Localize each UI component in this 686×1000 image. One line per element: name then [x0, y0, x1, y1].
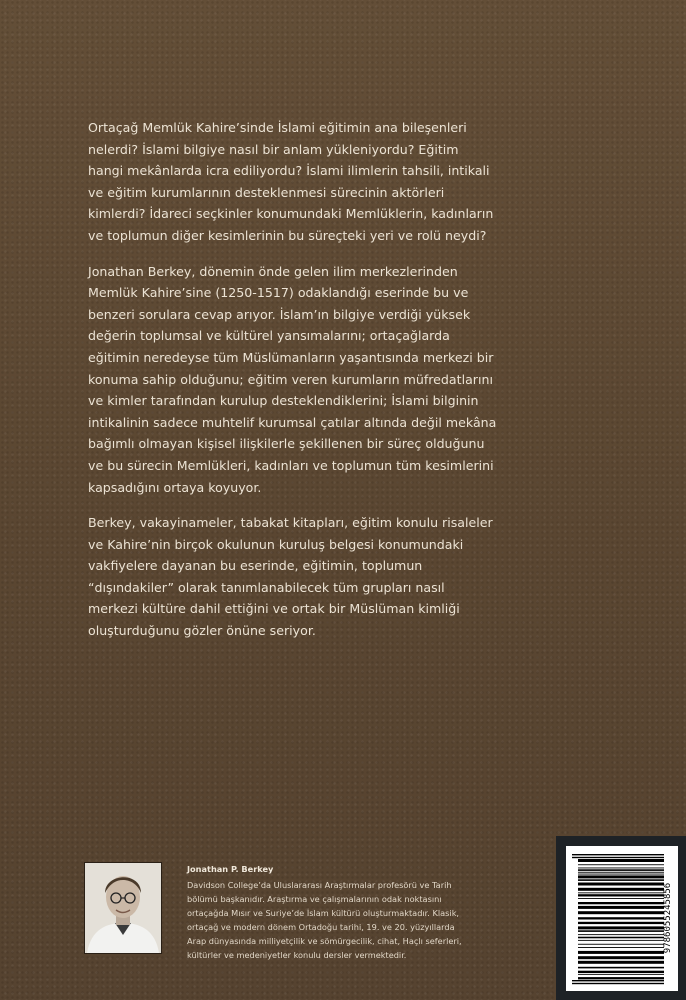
- barcode-bar: [578, 868, 664, 869]
- barcode-bar: [578, 926, 664, 929]
- bio-line: kültürler ve medeniyetler konulu dersler vermektedir.: [187, 950, 407, 960]
- blurb-line: oluşturduğunu gözler önüne seriyor.: [88, 623, 316, 639]
- author-photo: [84, 862, 162, 954]
- author-name: Jonathan P. Berkey: [187, 864, 274, 874]
- barcode-bar: [578, 894, 664, 896]
- barcode-bar: [578, 977, 664, 979]
- barcode-bar: [578, 864, 664, 865]
- bio-line: ortaçağda Mısır ve Suriye’de İslam kültürü oluşturmaktadır. Klasik,: [187, 908, 460, 918]
- bio-line: bölümü başkanıdır. Araştırma ve çalışmalarının odak noktasını: [187, 894, 442, 904]
- blurb-line: “dışındakiler” olarak tanımlanabilecek tüm grupları nasıl: [88, 579, 445, 595]
- barcode-graphic: [566, 846, 678, 991]
- barcode-bar: [578, 947, 664, 948]
- blurb-line: eğitimin neredeyse tüm Müslümanların yaşantısında merkezi bir: [88, 349, 494, 365]
- barcode-bar: [578, 956, 664, 959]
- blurb-paragraph-2: [88, 261, 628, 499]
- bio-line: Davidson College’da Uluslararası Araştırmalar profesörü ve Tarih: [187, 880, 452, 890]
- blurb-line: Ortaçağ Memlük Kahire’sinde İslami eğitimin ana bileşenleri: [88, 120, 467, 135]
- bio-line: Arap dünyasında milliyetçilik ve sömürgecilik, cihat, Haçlı seferleri,: [187, 936, 462, 946]
- author-bio: [187, 862, 477, 962]
- barcode-bar: [578, 934, 664, 935]
- isbn-barcode: [566, 846, 678, 991]
- barcode-guard-bar: [572, 854, 664, 855]
- barcode-bar: [578, 922, 664, 924]
- barcode-bar: [578, 971, 664, 973]
- blurb-line: Berkey, vakayinameler, tabakat kitapları, eğitim konulu risaleler: [88, 515, 493, 531]
- blurb-line: ve Kahire’nin birçok okulunun kuruluş belgesi konumundaki: [88, 536, 464, 552]
- blurb-line: Memlük Kahire’sine (1250-1517) odaklandığı eserinde bu ve: [88, 285, 469, 301]
- author-section: [82, 860, 492, 960]
- barcode-bar: [578, 872, 664, 873]
- barcode-bar: [578, 917, 664, 919]
- blurb-line: benzeri sorulara cevap arıyor. İslam’ın bilgiye verdiği yüksek: [88, 306, 471, 322]
- blurb-line: ve toplumun diğer kesimlerinin bu süreçteki yeri ve rolü neydi?: [88, 227, 487, 243]
- barcode-bar: [578, 967, 664, 969]
- blurb-line: merkezi kültüre dahil ettiğini ve ortak bir Müslüman kimliği: [88, 601, 460, 617]
- barcode-bar: [578, 874, 664, 875]
- barcode-bar: [578, 869, 664, 871]
- barcode-bar: [578, 892, 664, 893]
- barcode-bar: [578, 961, 664, 964]
- barcode-panel: [556, 836, 686, 1000]
- barcode-bar: [578, 937, 664, 939]
- barcode-bar: [578, 906, 664, 909]
- isbn-digits: 9786055245856: [663, 882, 673, 954]
- barcode-bar: [578, 879, 664, 881]
- blurb-line: konuma sahip olduğunu; eğitim veren kurumların müfredatlarını: [88, 371, 493, 387]
- blurb-line: bağımlı olmayan kişisel ilişkilerle şekillenen bir süreç olduğunu: [88, 436, 485, 452]
- blurb-line: intikalinin sadece muhtelif kurumsal çatılar altında değil mekâna: [88, 414, 497, 430]
- barcode-bar: [578, 951, 664, 954]
- blurb-line: vakfiyelere dayanan bu eserinde, eğitimin, toplumun: [88, 558, 423, 574]
- barcode-guard-bar: [572, 983, 664, 984]
- barcode-bar: [578, 911, 664, 914]
- blurb-line: hangi mekânlarda icra ediliyordu? İslami ilimlerin tahsili, intikali: [88, 163, 490, 179]
- barcode-guard-bar: [572, 980, 664, 981]
- barcode-bar: [578, 875, 664, 878]
- barcode-bar: [578, 930, 664, 932]
- back-cover-blurb: [88, 117, 628, 656]
- blurb-line: ve bu sürecin Memlükleri, kadınları ve toplumun tüm kesimlerini: [88, 457, 494, 473]
- blurb-line: ve eğitim kurumlarının desteklenmesi sürecinin aktörleri: [88, 184, 445, 200]
- blurb-line: kimlerdi? İdareci seçkinler konumundaki Memlüklerin, kadınların: [88, 206, 494, 222]
- blurb-line: nelerdi? İslami bilgiye nasıl bir anlam yükleniyordu? Eğitim: [88, 141, 459, 157]
- blurb-paragraph-1: [88, 117, 628, 247]
- barcode-bar: [578, 944, 664, 945]
- barcode-bar: [578, 883, 664, 886]
- barcode-guard-bar: [572, 857, 664, 858]
- blurb-paragraph-3: [88, 512, 628, 642]
- bio-line: ortaçağ ve modern dönem Ortadoğu tarihi, 19. ve 20. yüzyıllarda: [187, 922, 455, 932]
- blurb-line: Jonathan Berkey, dönemin önde gelen ilim merkezlerinden: [88, 263, 458, 279]
- barcode-bar: [578, 974, 664, 975]
- blurb-line: ve kimler tarafından kurulup desteklendiklerini; İslami bilginin: [88, 393, 479, 409]
- blurb-line: kapsadığını ortaya koyuyor.: [88, 479, 262, 495]
- barcode-bar: [578, 898, 664, 899]
- barcode-bar: [578, 888, 664, 891]
- barcode-bar: [578, 940, 664, 941]
- barcode-bar: [578, 902, 664, 904]
- barcode-bar: [578, 859, 664, 862]
- blurb-line: değerin toplumsal ve kültürel yansımalarını; ortaçağlarda: [88, 328, 450, 344]
